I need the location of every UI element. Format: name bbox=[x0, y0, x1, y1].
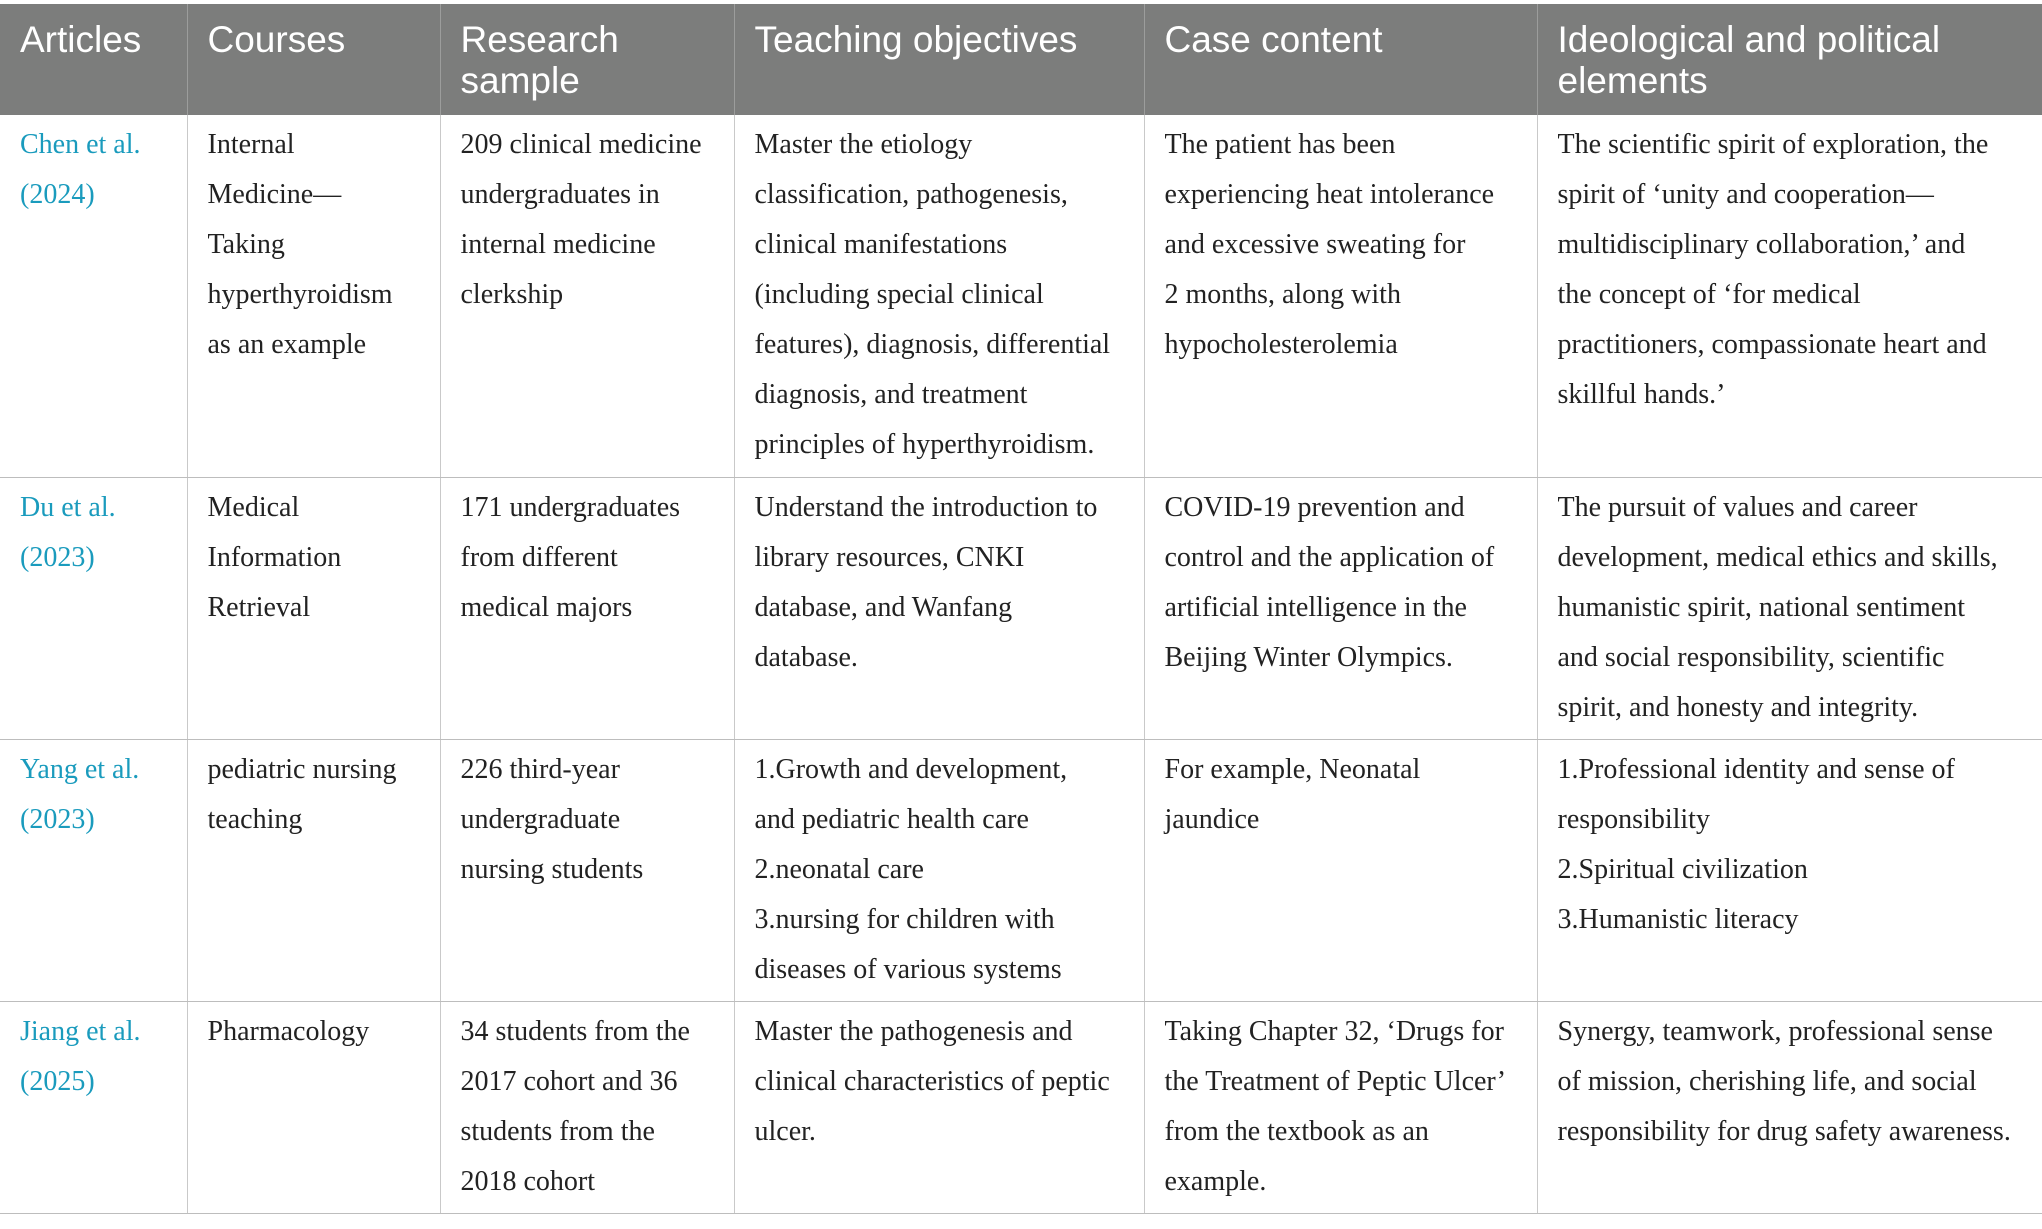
course-cell: Medical Information Retrieval bbox=[187, 477, 440, 739]
header-courses: Courses bbox=[187, 4, 440, 115]
sample-cell: 226 third-year undergraduate nursing students bbox=[440, 739, 734, 1001]
comparison-table bbox=[0, 4, 2042, 1214]
table-row bbox=[0, 477, 2042, 739]
sample-cell: 34 students from the 2017 cohort and 36 students from the 2018 cohort bbox=[440, 1001, 734, 1213]
article-reference-link[interactable]: Jiang et al. (2025) bbox=[0, 1001, 187, 1213]
case-cell: COVID-19 prevention and control and the application of artificial intelligence in the Beijing Winter Olympics. bbox=[1144, 477, 1537, 739]
case-cell: For example, Neonatal jaundice bbox=[1144, 739, 1537, 1001]
header-research-sample: Research sample bbox=[440, 4, 734, 115]
article-reference-link[interactable]: Du et al. (2023) bbox=[0, 477, 187, 739]
case-cell: Taking Chapter 32, ‘Drugs for the Treatment of Peptic Ulcer’ from the textbook as an example. bbox=[1144, 1001, 1537, 1213]
objectives-cell: Master the etiology classification, pathogenesis, clinical manifestations (including special clinical features), diagnosis, differential diagnosis, and treatment principles of hyperthyroidism. bbox=[734, 115, 1144, 477]
table-row bbox=[0, 739, 2042, 1001]
table-body bbox=[0, 115, 2042, 1213]
article-reference-link[interactable]: Yang et al. (2023) bbox=[0, 739, 187, 1001]
case-cell: The patient has been experiencing heat intolerance and excessive sweating for 2 months, along with hypocholesterolemia bbox=[1144, 115, 1537, 477]
header-articles: Articles bbox=[0, 4, 187, 115]
elements-cell: 1.Professional identity and sense of responsibility 2.Spiritual civilization 3.Humanistic literacy bbox=[1537, 739, 2042, 1001]
course-cell: Pharmacology bbox=[187, 1001, 440, 1213]
table-header bbox=[0, 4, 2042, 115]
elements-cell: The scientific spirit of exploration, the spirit of ‘unity and cooperation— multidisciplinary collaboration,’ and the concept of ‘for medical practitioners, compassionate heart and skillful hands.’ bbox=[1537, 115, 2042, 477]
sample-cell: 209 clinical medicine undergraduates in internal medicine clerkship bbox=[440, 115, 734, 477]
header-ideological-elements: Ideological and political elements bbox=[1537, 4, 2042, 115]
course-cell: pediatric nursing teaching bbox=[187, 739, 440, 1001]
objectives-cell: Understand the introduction to library resources, CNKI database, and Wanfang database. bbox=[734, 477, 1144, 739]
elements-cell: Synergy, teamwork, professional sense of mission, cherishing life, and social responsibility for drug safety awareness. bbox=[1537, 1001, 2042, 1213]
objectives-cell: 1.Growth and development, and pediatric health care 2.neonatal care 3.nursing for children with diseases of various systems bbox=[734, 739, 1144, 1001]
header-row bbox=[0, 4, 2042, 115]
course-cell: Internal Medicine— Taking hyperthyroidism as an example bbox=[187, 115, 440, 477]
table-row bbox=[0, 115, 2042, 477]
article-reference-link[interactable]: Chen et al. (2024) bbox=[0, 115, 187, 477]
header-case-content: Case content bbox=[1144, 4, 1537, 115]
objectives-cell: Master the pathogenesis and clinical characteristics of peptic ulcer. bbox=[734, 1001, 1144, 1213]
table-row bbox=[0, 1001, 2042, 1213]
sample-cell: 171 undergraduates from different medical majors bbox=[440, 477, 734, 739]
header-teaching-objectives: Teaching objectives bbox=[734, 4, 1144, 115]
elements-cell: The pursuit of values and career development, medical ethics and skills, humanistic spirit, national sentiment and social responsibility, scientific spirit, and honesty and integrity. bbox=[1537, 477, 2042, 739]
